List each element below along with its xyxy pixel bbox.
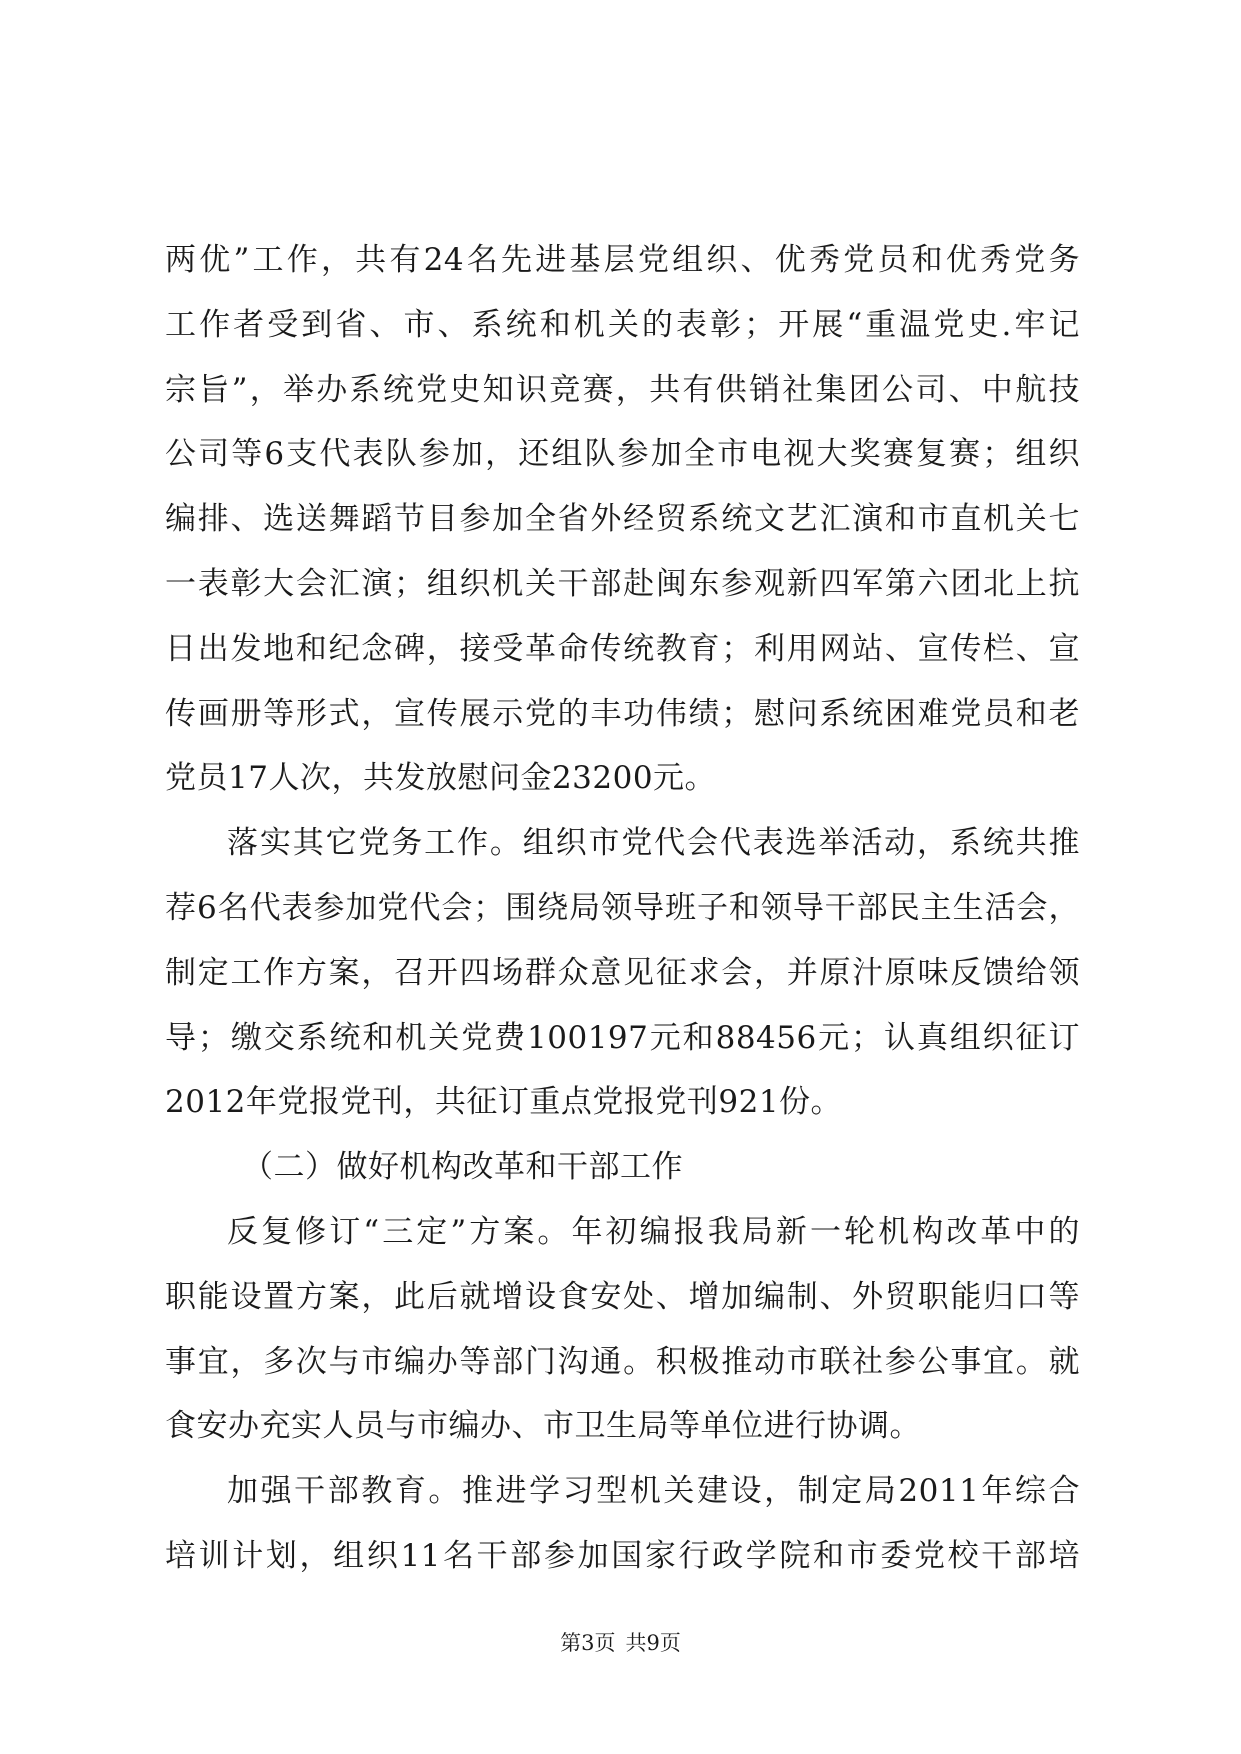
text-line: 两优”工作，共有24名先进基层党组织、优秀党员和优秀党务 <box>165 242 1080 278</box>
page-number: 第3页 <box>560 1631 616 1655</box>
text-line: 传画册等形式，宣传展示党的丰功伟绩；慰问系统困难党员和老 <box>165 695 1080 732</box>
text-line: 加强干部教育。推进学习型机关建设，制定局2011年综合 <box>227 1473 1080 1510</box>
document-body <box>165 228 1080 1589</box>
text-line: 编排、选送舞蹈节目参加全省外经贸系统文艺汇演和市直机关七 <box>165 501 1080 538</box>
text-line: 落实其它党务工作。组织市党代会代表选举活动，系统共推 <box>227 825 1080 862</box>
text-line: 食安办充实人员与市编办、市卫生局等单位进行协调。 <box>165 1408 921 1445</box>
page-total: 共9页 <box>625 1631 681 1655</box>
text-line: 2012年党报党刊，共征订重点党报党刊921份。 <box>165 1084 843 1121</box>
section-heading-text: （二）做好机构改革和干部工作 <box>242 1149 683 1186</box>
text-line: 导；缴交系统和机关党费100197元和88456元；认真组织征订 <box>165 1019 1080 1056</box>
page-footer <box>0 1628 1241 1658</box>
text-line: 荐6名代表参加党代会；围绕局领导班子和领导干部民主生活会， <box>165 889 1080 926</box>
text-line: 培训计划，组织11名干部参加国家行政学院和市委党校干部培 <box>165 1537 1080 1574</box>
text-line: 职能设置方案，此后就增设食安处、增加编制、外贸职能归口等 <box>165 1278 1080 1315</box>
text-line: 反复修订“三定”方案。年初编报我局新一轮机构改革中的 <box>227 1213 1080 1250</box>
paragraph-cadre-education <box>165 1459 1080 1589</box>
text-line: 党员17人次，共发放慰问金23200元。 <box>165 760 717 797</box>
text-line: 事宜，多次与市编办等部门沟通。积极推动市联社参公事宜。就 <box>165 1343 1080 1380</box>
text-line: 公司等6支代表队参加，还组队参加全市电视大奖赛复赛；组织 <box>165 436 1080 473</box>
text-line: 制定工作方案，召开四场群众意见征求会，并原汁原味反馈给领 <box>165 954 1080 991</box>
section-heading <box>165 1135 1080 1200</box>
paragraph-other-party-work <box>165 811 1080 1135</box>
text-line: 工作者受到省、市、系统和机关的表彰；开展“重温党史.牢记 <box>165 306 1080 343</box>
paragraph-party-activities <box>165 228 1080 811</box>
text-line: 一表彰大会汇演；组织机关干部赴闽东参观新四军第六团北上抗 <box>165 565 1080 602</box>
text-line: 日出发地和纪念碑，接受革命传统教育；利用网站、宣传栏、宣 <box>165 630 1080 667</box>
paragraph-institutional-reform <box>165 1200 1080 1459</box>
text-line: 宗旨”，举办系统党史知识竞赛，共有供销社集团公司、中航技 <box>165 371 1080 408</box>
